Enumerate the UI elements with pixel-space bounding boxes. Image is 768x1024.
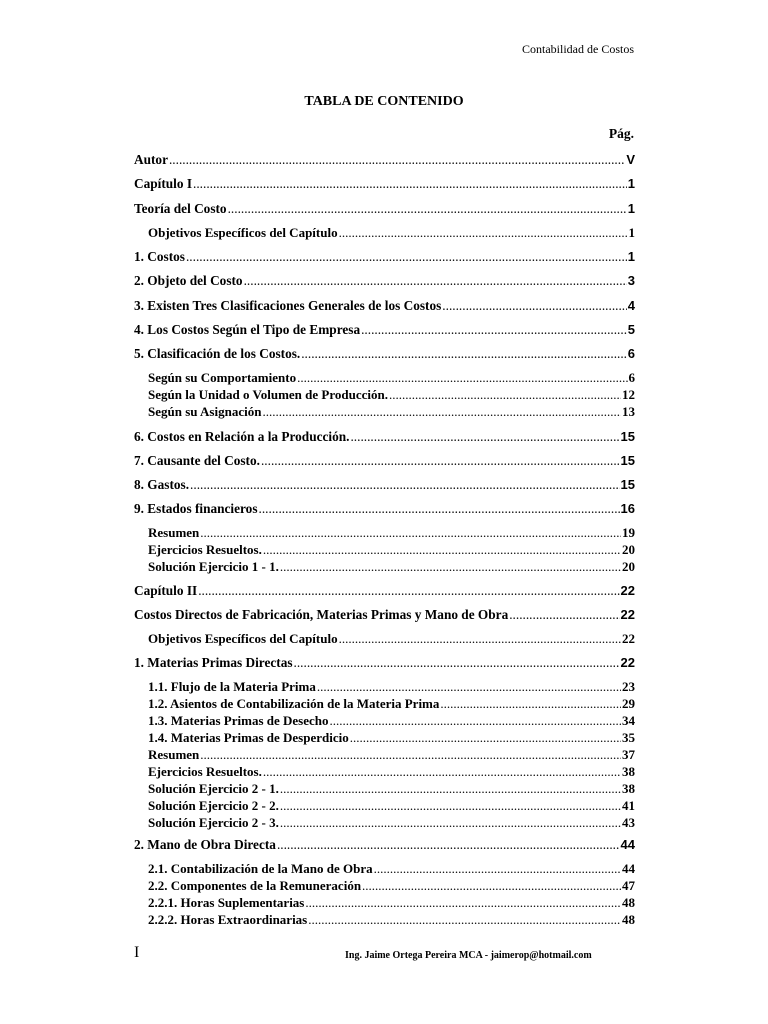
toc-entry[interactable] — [134, 428, 635, 446]
dot-leader — [190, 476, 619, 494]
toc-entry-page: 4 — [627, 298, 635, 313]
dot-leader — [228, 200, 627, 218]
toc-entry-page: 44 — [622, 861, 635, 876]
dot-leader — [259, 500, 620, 518]
dot-leader — [277, 836, 620, 854]
toc-entry[interactable] — [134, 500, 635, 518]
toc-entry-title: Ejercicios Resueltos. — [148, 764, 262, 779]
toc-entry-title: Ejercicios Resueltos. — [148, 542, 262, 557]
toc-entry-page: 5 — [627, 322, 635, 337]
toc-entry-title: Autor — [134, 152, 168, 167]
toc-entry-title: 2. Mano de Obra Directa — [134, 837, 276, 852]
toc-entry-title: 1. Costos — [134, 249, 185, 264]
toc-entry-page: 22 — [620, 607, 635, 622]
toc-entry-title: Según su Asignación — [148, 404, 262, 419]
toc-entry-page: 3 — [627, 273, 635, 288]
footer-page-number: I — [134, 944, 140, 961]
toc-entry[interactable] — [134, 297, 635, 315]
dot-leader — [263, 541, 621, 559]
dot-leader — [261, 452, 620, 470]
dot-leader — [186, 248, 627, 266]
toc-entry-page: 22 — [620, 583, 635, 598]
dot-leader — [244, 272, 627, 290]
toc-entry-title: 9. Estados financieros — [134, 501, 258, 516]
toc-entry-page: 15 — [620, 429, 635, 444]
toc-entry-title: 1. Materias Primas Directas — [134, 655, 293, 670]
toc-entry[interactable] — [148, 678, 635, 696]
dot-leader — [339, 224, 628, 242]
toc-entry-title: 6. Costos en Relación a la Producción. — [134, 429, 350, 444]
toc-entry-title: 8. Gastos. — [134, 477, 190, 492]
toc-entry-page: 1 — [627, 249, 635, 264]
toc-entry[interactable] — [148, 403, 635, 421]
toc-entry-page: 15 — [620, 453, 635, 468]
dot-leader — [330, 712, 621, 730]
toc-entry-title: 2.1. Contabilización de la Mano de Obra — [148, 861, 373, 876]
page-column-label: Pág. — [608, 126, 634, 141]
toc-entry[interactable] — [134, 200, 635, 218]
toc-entry-page: 38 — [622, 764, 635, 779]
toc-entry-page: 16 — [620, 501, 635, 516]
toc-entry[interactable] — [148, 386, 635, 404]
toc-entry[interactable] — [148, 695, 635, 713]
toc-entry-page: 15 — [620, 477, 635, 492]
dot-leader — [362, 877, 621, 895]
toc-entry-page: 6 — [628, 370, 635, 385]
toc-entry-title: Teoría del Costo — [134, 201, 227, 216]
toc-entry-page: 1 — [627, 201, 635, 216]
dot-leader — [200, 746, 621, 764]
running-header-title: Contabilidad de Costos — [522, 42, 634, 56]
toc-entry-page: 12 — [622, 387, 635, 402]
dot-leader — [262, 403, 621, 421]
toc-entry-title: 2.2.1. Horas Suplementarias — [148, 895, 305, 910]
toc-entry[interactable] — [134, 272, 635, 290]
toc-entry-title: 7. Causante del Costo. — [134, 453, 260, 468]
toc-entry[interactable] — [134, 321, 635, 339]
toc-entry[interactable] — [134, 836, 635, 854]
toc-entry-page: 1 — [627, 176, 635, 191]
toc-entry-page: 22 — [622, 631, 635, 646]
toc-entry[interactable] — [134, 345, 635, 363]
toc-entry[interactable] — [148, 894, 635, 912]
dot-leader — [280, 814, 621, 832]
toc-entry[interactable] — [134, 606, 635, 624]
toc-entry[interactable] — [134, 452, 635, 470]
toc-entry-page: 13 — [622, 404, 635, 419]
toc-entry-title: 5. Clasificación de los Costos. — [134, 346, 301, 361]
toc-entry-title: 2. Objeto del Costo — [134, 273, 243, 288]
dot-leader — [389, 386, 621, 404]
dot-leader — [301, 345, 627, 363]
toc-entry[interactable] — [148, 524, 635, 542]
dot-leader — [294, 654, 620, 672]
toc-entry-title: Objetivos Específicos del Capítulo — [148, 631, 338, 646]
toc-entry-title: 1.1. Flujo de la Materia Prima — [148, 679, 316, 694]
toc-entry-page: 48 — [622, 912, 635, 927]
toc-entry[interactable] — [148, 729, 635, 747]
toc-entry-title: 1.2. Asientos de Contabilización de la Materia Prima — [148, 696, 440, 711]
toc-entry-page: V — [626, 152, 635, 167]
dot-leader — [297, 369, 627, 387]
toc-entry[interactable] — [148, 558, 635, 576]
toc-entry-title: Según su Comportamiento — [148, 370, 297, 385]
dot-leader — [308, 911, 621, 929]
toc-entry-page: 22 — [620, 655, 635, 670]
dot-leader — [339, 630, 621, 648]
toc-entry[interactable] — [148, 877, 635, 895]
toc-entry-page: 43 — [622, 815, 635, 830]
toc-entry-page: 48 — [622, 895, 635, 910]
dot-leader — [509, 606, 619, 624]
toc-entry[interactable] — [148, 763, 635, 781]
toc-entry-page: 19 — [622, 525, 635, 540]
toc-entry[interactable] — [148, 369, 635, 387]
dot-leader — [280, 780, 621, 798]
toc-title: TABLA DE CONTENIDO — [304, 94, 464, 109]
dot-leader — [193, 175, 627, 193]
footer-author-line: Ing. Jaime Ortega Pereira MCA - jaimerop@hotmail.com — [345, 950, 592, 961]
toc-entry-page: 41 — [622, 798, 635, 813]
dot-leader — [263, 763, 621, 781]
dot-leader — [198, 582, 619, 600]
toc-entry[interactable] — [148, 814, 635, 832]
dot-leader — [374, 860, 621, 878]
dot-leader — [200, 524, 621, 542]
dot-leader — [280, 797, 621, 815]
toc-entry-page: 29 — [622, 696, 635, 711]
toc-entry-page: 1 — [628, 225, 635, 240]
toc-entry-title: Solución Ejercicio 2 - 1. — [148, 781, 279, 796]
toc-entry[interactable] — [134, 248, 635, 266]
dot-leader — [440, 695, 621, 713]
toc-entry-title: Capítulo II — [134, 583, 198, 598]
toc-entry-title: Solución Ejercicio 1 - 1. — [148, 559, 279, 574]
toc-entry[interactable] — [134, 175, 635, 193]
toc-entry[interactable] — [134, 582, 635, 600]
toc-entry-title: 1.4. Materias Primas de Desperdicio — [148, 730, 349, 745]
toc-entry-title: 1.3. Materias Primas de Desecho — [148, 713, 329, 728]
dot-leader — [280, 558, 621, 576]
toc-entry-title: Solución Ejercicio 2 - 3. — [148, 815, 279, 830]
toc-entry-title: Según la Unidad o Volumen de Producción. — [148, 387, 388, 402]
toc-entry[interactable] — [134, 476, 635, 494]
toc-entry[interactable] — [148, 746, 635, 764]
toc-entry-title: Objetivos Específicos del Capítulo — [148, 225, 338, 240]
toc-entry[interactable] — [148, 780, 635, 798]
toc-entry-page: 20 — [622, 559, 635, 574]
toc-entry-page: 37 — [622, 747, 635, 762]
toc-entry-page: 44 — [620, 837, 635, 852]
toc-entry-title: 2.2.2. Horas Extraordinarias — [148, 912, 308, 927]
toc-entry-title: 2.2. Componentes de la Remuneración — [148, 878, 362, 893]
toc-entry-page: 20 — [622, 542, 635, 557]
toc-entry[interactable] — [148, 712, 635, 730]
toc-entry-title: 3. Existen Tres Clasificaciones Generales de los Costos — [134, 298, 442, 313]
toc-entry[interactable] — [134, 654, 635, 672]
dot-leader — [361, 321, 627, 339]
toc-entry[interactable] — [148, 224, 635, 242]
toc-entry-page: 23 — [622, 679, 635, 694]
toc-entry-title: Costos Directos de Fabricación, Materias Primas y Mano de Obra — [134, 607, 509, 622]
toc-entry-title: Resumen — [148, 525, 200, 540]
toc-entry-page: 38 — [622, 781, 635, 796]
toc-entry-title: Solución Ejercicio 2 - 2. — [148, 798, 279, 813]
toc-entry-page: 6 — [627, 346, 635, 361]
toc-entry[interactable] — [148, 541, 635, 559]
toc-entry-title: Resumen — [148, 747, 200, 762]
dot-leader — [350, 729, 621, 747]
toc-entry-title: Capítulo I — [134, 176, 193, 191]
dot-leader — [442, 297, 626, 315]
dot-leader — [305, 894, 621, 912]
toc-entry[interactable] — [148, 911, 635, 929]
toc-entry-page: 34 — [622, 713, 635, 728]
toc-entry-title: 4. Los Costos Según el Tipo de Empresa — [134, 322, 361, 337]
toc-entry[interactable] — [148, 860, 635, 878]
toc-entry[interactable] — [148, 630, 635, 648]
toc-entry-page: 47 — [622, 878, 635, 893]
toc-entry-page: 35 — [622, 730, 635, 745]
toc-entry[interactable] — [134, 151, 635, 169]
dot-leader — [169, 151, 625, 169]
dot-leader — [317, 678, 621, 696]
dot-leader — [350, 428, 619, 446]
toc-entry[interactable] — [148, 797, 635, 815]
